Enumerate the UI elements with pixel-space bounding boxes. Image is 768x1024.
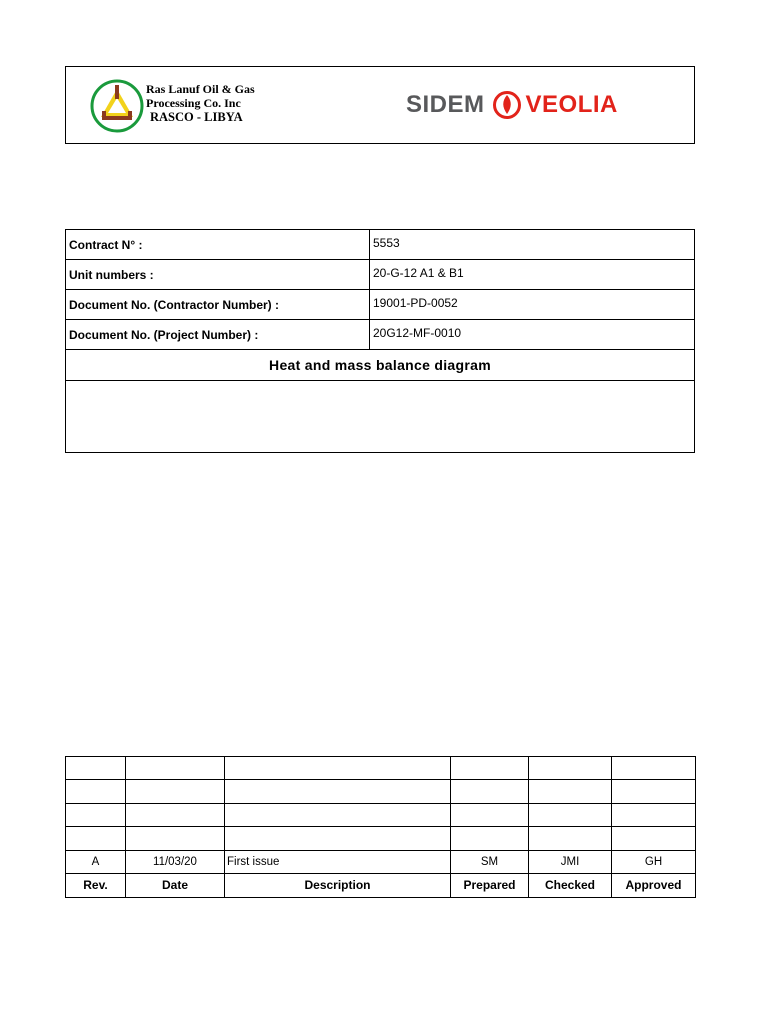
project-doc-value: 20G12-MF-0010 [370,320,695,350]
prepared-cell [451,757,529,780]
sidem-logo-text: SIDEM [406,91,485,118]
rasco-company-name [146,82,255,124]
checked-cell [529,780,612,803]
checked-cell: JMI [529,850,612,873]
approved-cell [612,827,696,850]
company-line-1: Ras Lanuf Oil & Gas [146,82,255,96]
contract-row [66,230,695,260]
contract-info-table [65,229,695,453]
revision-row [66,803,696,826]
revision-row [66,757,696,780]
contractor-doc-value: 19001-PD-0052 [370,290,695,320]
header-box [65,66,695,144]
date-cell: 11/03/20 [126,850,225,873]
date-header: Date [126,873,225,897]
veolia-emblem-icon [492,90,522,120]
date-cell [126,757,225,780]
checked-cell [529,827,612,850]
checked-header: Checked [529,873,612,897]
company-line-2: Processing Co. Inc [146,96,241,110]
document-title: Heat and mass balance diagram [66,350,695,381]
rev-cell [66,827,126,850]
description-cell [225,827,451,850]
description-cell: First issue [225,850,451,873]
revision-header-row [66,873,696,897]
rev-cell [66,757,126,780]
contract-value: 5553 [370,230,695,260]
rasco-logo-icon [90,79,144,133]
description-cell [225,757,451,780]
approved-cell [612,780,696,803]
prepared-cell: SM [451,850,529,873]
revision-row [66,850,696,873]
revision-table [65,756,696,898]
unit-numbers-value: 20-G-12 A1 & B1 [370,260,695,290]
unit-numbers-row [66,260,695,290]
approved-cell: GH [612,850,696,873]
contractor-doc-row [66,290,695,320]
title-row [66,350,695,381]
blank-cell [66,381,695,453]
rev-header: Rev. [66,873,126,897]
rev-cell: A [66,850,126,873]
revision-row [66,780,696,803]
rev-cell [66,803,126,826]
approved-cell [612,757,696,780]
contract-label: Contract N° : [66,230,370,260]
date-cell [126,827,225,850]
approved-cell [612,803,696,826]
unit-numbers-label: Unit numbers : [66,260,370,290]
blank-row [66,381,695,453]
checked-cell [529,757,612,780]
project-doc-row [66,320,695,350]
prepared-cell [451,780,529,803]
veolia-logo-text: VEOLIA [525,91,618,118]
prepared-header: Prepared [451,873,529,897]
date-cell [126,803,225,826]
description-header: Description [225,873,451,897]
prepared-cell [451,827,529,850]
prepared-cell [451,803,529,826]
company-line-3: RASCO - LIBYA [150,110,243,124]
rev-cell [66,780,126,803]
project-doc-label: Document No. (Project Number) : [66,320,370,350]
date-cell [126,780,225,803]
approved-header: Approved [612,873,696,897]
contractor-doc-label: Document No. (Contractor Number) : [66,290,370,320]
revision-row [66,827,696,850]
sidem-veolia-logo [406,87,618,123]
description-cell [225,803,451,826]
checked-cell [529,803,612,826]
description-cell [225,780,451,803]
